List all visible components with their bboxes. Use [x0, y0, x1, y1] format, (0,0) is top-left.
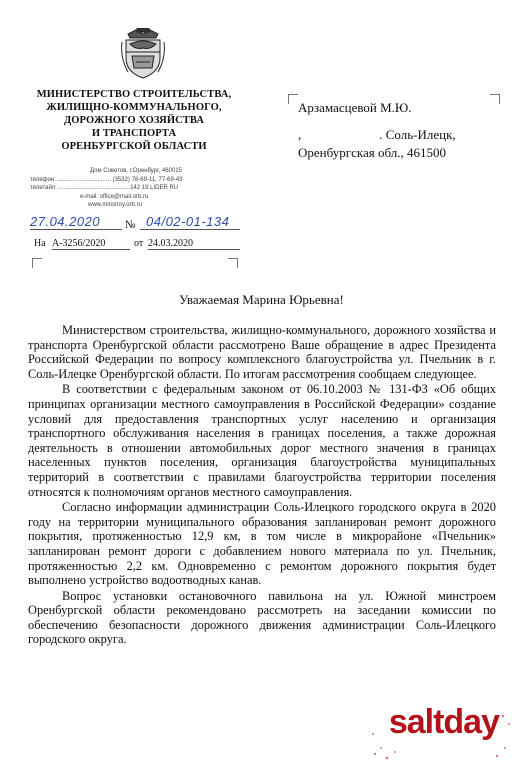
body-paragraph: Согласно информации администрации Соль-Илецкого городского округа в 2020 году на территории муниципального образования запланирован ремонт дорожного покрытия, протяженностью 12,9 км, в том числе в микрорайоне «Пчельник» запланирован ремонт дороги с добавлением нового материала по ул. Пчельник, протяженностью 2,2 км. Одновременно с ремонтом дорожного покрытия будет выполнено устройство водоотводных канав.: [28, 500, 496, 588]
body-paragraph: Министерством строительства, жилищно-коммунального, дорожного хозяйства и транспорта Оренбургской области рассмотрено Ваше обращение в адрес Президента Российской Федерации по вопросу комплексного благоустройства ул. Пчельник в г. Соль-Илецке Оренбургской области. По итогам рассмотрения сообщаем следующее.: [28, 323, 496, 381]
contact-website: www.minstroy.orb.ru: [88, 202, 142, 208]
letter-body: [28, 323, 496, 648]
registration-number-label: №: [125, 219, 136, 231]
reply-date: 24.03.2020: [148, 238, 240, 250]
addressee-region: Оренбургская обл., 461500: [298, 145, 446, 160]
ministry-title-line: МИНИСТЕРСТВО СТРОИТЕЛЬСТВА,: [36, 89, 232, 100]
reply-from-label: от: [134, 238, 144, 249]
salutation: Уважаемая Марина Юрьевна!: [179, 292, 344, 307]
ministry-title-line: ДОРОЖНОГО ХОЗЯЙСТВА: [63, 115, 205, 126]
corner-mark-top-left: [32, 258, 42, 268]
ministry-title-line: ОРЕНБУРГСКОЙ ОБЛАСТИ: [61, 141, 207, 152]
corner-mark-addressee-left: [288, 94, 298, 104]
ministry-contacts: [30, 167, 245, 210]
coat-of-arms-emblem: [120, 28, 166, 80]
contact-teletype: телетайп: ...........................................142 19 LIDER RU: [30, 185, 179, 191]
body-paragraph: Вопрос установки остановочного павильона на ул. Южной минстроем Оренбургской области рекомендовано рассмотреть на заседании комиссии по обеспечению безопасности дорожного движения администрации Соль-Илецкого городского округа.: [28, 588, 496, 647]
ministry-title-line: ЖИЛИЩНО-КОММУНАЛЬНОГО,: [46, 102, 222, 113]
addressee-street: , . Соль-Илецк,: [298, 127, 456, 142]
contact-email: e-mail: office@mail.orb.ru: [80, 193, 149, 200]
contact-address: Дом Советов, г.Оренбург, 460015: [90, 168, 182, 174]
corner-mark-top-right: [228, 258, 238, 268]
registration-number: 04/02-01-134: [146, 214, 230, 229]
reply-prefix: На: [34, 238, 46, 249]
ministry-title: [14, 88, 254, 153]
corner-mark-addressee-right: [490, 94, 500, 104]
body-paragraph: В соответствии с федеральным законом от 06.10.2003 № 131-ФЗ «Об общих принципах организации местного самоуправления в Российской Федерации» создание условий для предоставления транспортных услуг населению и организация транспортного обслуживания населения в границах поселения, а также дорожная деятельность в отношении автомобильных дорог местного значения в границах населенных пунктов поселения, организация благоустройства муниципальных территорий в соответствии с правилами благоустройства территории поселения относятся к полномочиям органов местного самоуправления.: [28, 382, 496, 499]
addressee-name: Арзамасцевой М.Ю.: [298, 100, 412, 115]
ministry-title-line: И ТРАНСПОРТА: [91, 128, 177, 139]
watermark-logo: saltday: [388, 703, 499, 741]
contact-phone: телефон: ................................ (3532) 78-69-11, 77-69-43: [30, 176, 183, 183]
registration-date-line: [30, 229, 122, 230]
registration-date: 27.04.2020: [30, 214, 101, 229]
reply-number: А-3256/2020: [52, 238, 130, 250]
registration-number-line: [140, 229, 240, 230]
